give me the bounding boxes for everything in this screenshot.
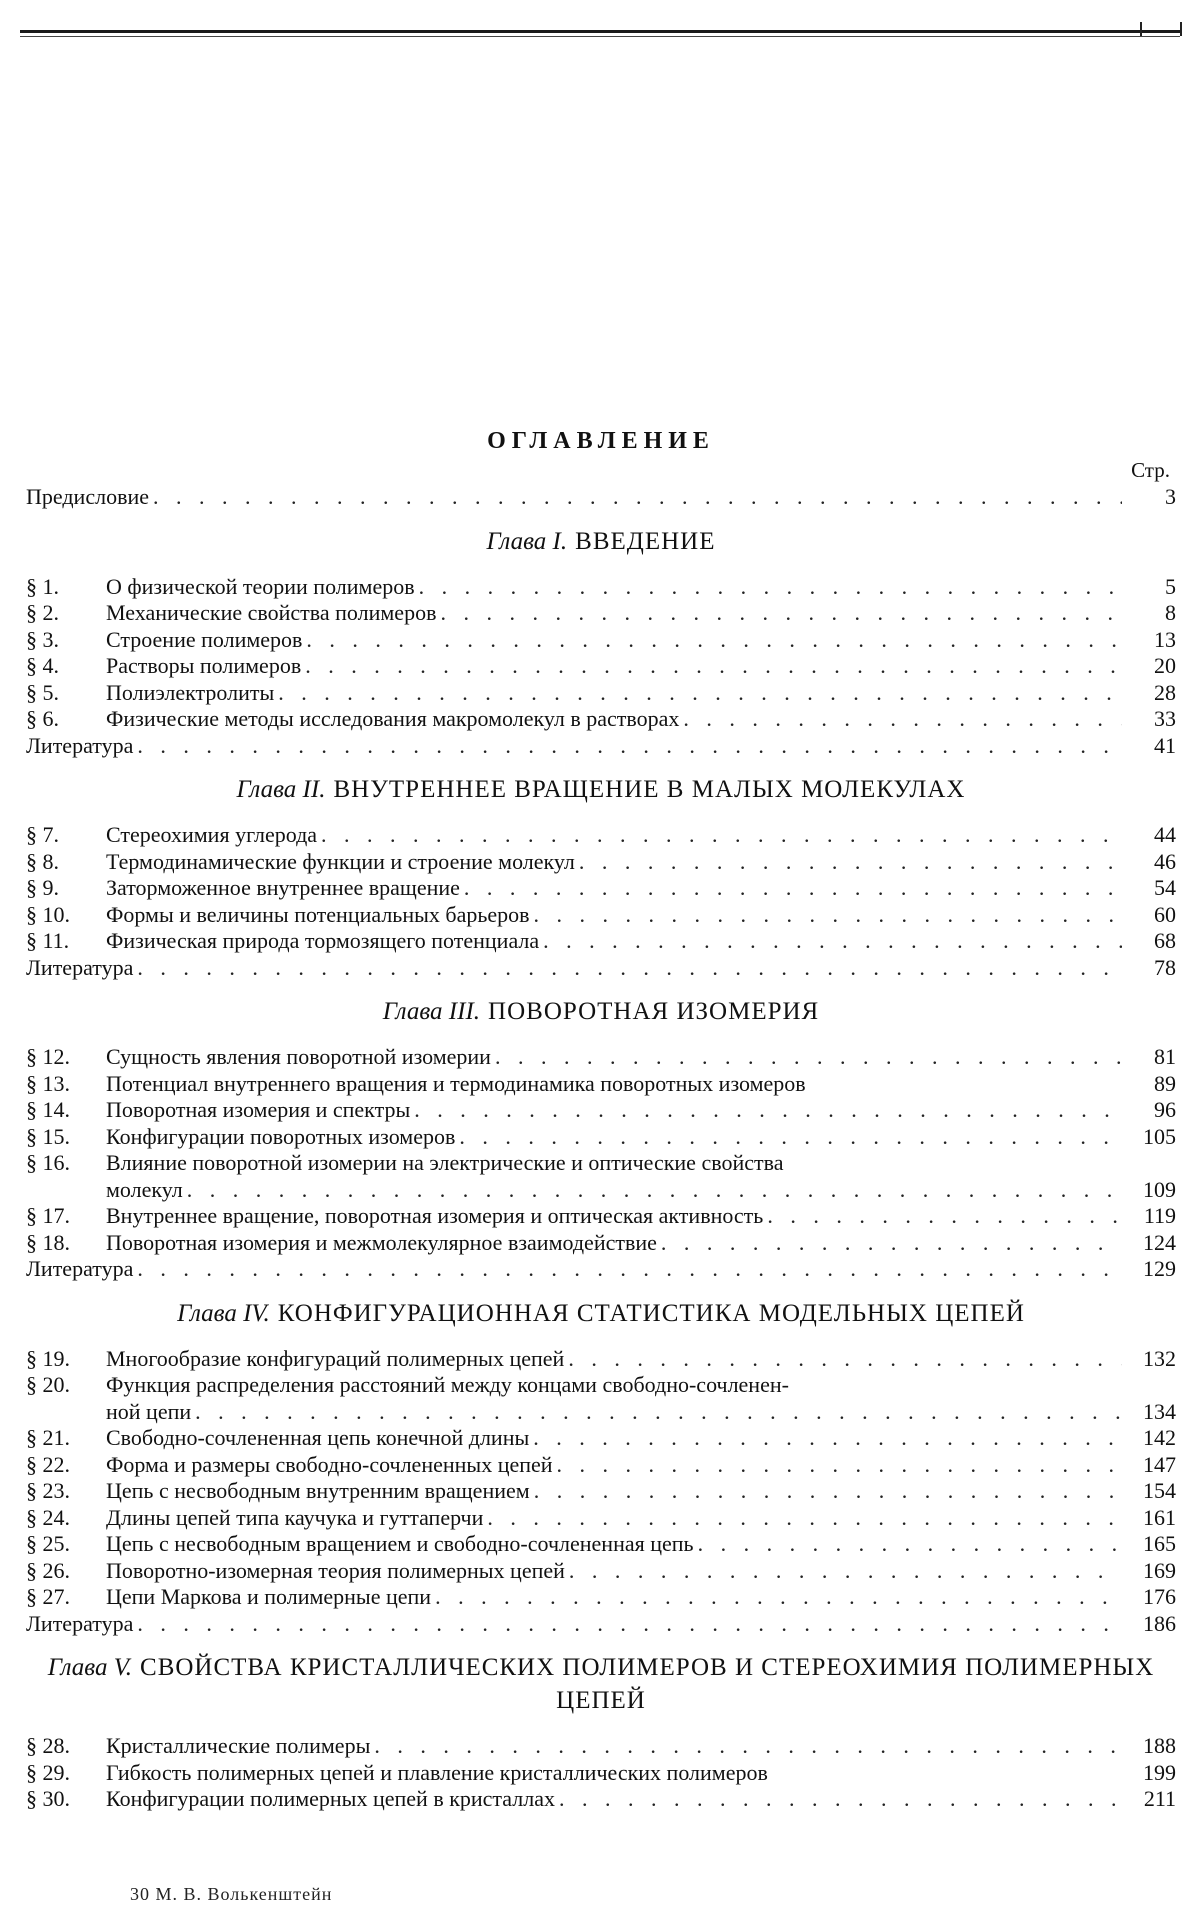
page-number: 105 bbox=[1143, 1123, 1176, 1149]
preface-entry bbox=[26, 484, 1176, 511]
page-number: 154 bbox=[1143, 1478, 1176, 1503]
section-title: Потенциал внутреннего вращения и термодинамика поворотных изомеров bbox=[106, 1070, 806, 1096]
section-title: Функция распределения расстояний между концами свободно-сочленен- bbox=[106, 1372, 789, 1397]
page-number: 33 bbox=[1154, 706, 1176, 731]
section-number: § 27. bbox=[26, 1584, 70, 1609]
section-number: § 24. bbox=[26, 1504, 70, 1530]
section-title: Формы и величины потенциальных барьеров bbox=[106, 901, 530, 927]
leader-dots bbox=[568, 1346, 1122, 1373]
page-number: 186 bbox=[1143, 1610, 1176, 1636]
section-title: Строение полимеров bbox=[106, 626, 303, 652]
section-number: § 14. bbox=[26, 1097, 70, 1122]
section-title: Цепь с несвободным вращением и свободно-сочлененная цепь bbox=[106, 1531, 694, 1556]
toc-entry bbox=[26, 1124, 1176, 1151]
leader-dots bbox=[137, 1611, 1122, 1638]
section-title: Поворотная изомерия и межмолекулярное взаимодействие bbox=[106, 1229, 657, 1255]
section-number: § 12. bbox=[26, 1044, 70, 1069]
section-number: § 5. bbox=[26, 679, 59, 705]
leader-dots bbox=[533, 1425, 1122, 1452]
toc-entry bbox=[26, 680, 1176, 707]
page-number: 41 bbox=[1154, 732, 1176, 758]
toc-title: ОГЛАВЛЕНИЕ bbox=[487, 428, 715, 454]
section-title: Многообразие конфигураций полимерных цепей bbox=[106, 1345, 565, 1371]
leader-dots bbox=[459, 1124, 1122, 1151]
toc-entry bbox=[26, 1097, 1176, 1124]
chapter-heading bbox=[26, 525, 1176, 558]
leader-dots bbox=[569, 1558, 1122, 1585]
toc-entry bbox=[26, 1071, 1176, 1098]
toc-entry bbox=[26, 1203, 1176, 1230]
section-number: § 23. bbox=[26, 1478, 70, 1503]
literature-entry bbox=[26, 955, 1176, 982]
page-number: 169 bbox=[1143, 1557, 1176, 1583]
page-number: 60 bbox=[1154, 901, 1176, 927]
toc-entry bbox=[26, 1230, 1176, 1257]
section-number: § 30. bbox=[26, 1786, 70, 1811]
toc-entry bbox=[26, 928, 1176, 955]
toc-entry bbox=[26, 1346, 1176, 1373]
leader-dots bbox=[661, 1230, 1122, 1257]
chapter-title: СВОЙСТВА КРИСТАЛЛИЧЕСКИХ ПОЛИМЕРОВ И СТЕРЕОХИМИЯ ПОЛИМЕРНЫХ ЦЕПЕЙ bbox=[140, 1654, 1155, 1714]
toc-entry bbox=[26, 1044, 1176, 1071]
section-title: Полиэлектролиты bbox=[106, 679, 275, 705]
top-rule-secondary bbox=[20, 36, 1180, 37]
toc-entry bbox=[26, 1584, 1176, 1611]
toc-entry bbox=[26, 653, 1176, 680]
page-number: 134 bbox=[1143, 1398, 1176, 1424]
toc-entry-continuation bbox=[26, 1399, 1176, 1426]
section-title: Цепь с несвободным внутренним вращением bbox=[106, 1478, 530, 1503]
leader-dots bbox=[195, 1399, 1122, 1426]
page-number: 124 bbox=[1143, 1229, 1176, 1255]
section-number: § 4. bbox=[26, 653, 59, 678]
toc-entry bbox=[26, 627, 1176, 654]
section-number: § 8. bbox=[26, 848, 59, 874]
leader-dots bbox=[487, 1505, 1122, 1532]
section-number: § 6. bbox=[26, 706, 59, 731]
section-title: Физическая природа тормозящего потенциала bbox=[106, 928, 540, 953]
toc-entry bbox=[26, 1452, 1176, 1479]
literature-label: Литература bbox=[26, 1256, 134, 1281]
section-title: Сущность явления поворотной изомерии bbox=[106, 1044, 491, 1069]
section-title: Растворы полимеров bbox=[106, 653, 302, 678]
leader-dots bbox=[306, 627, 1122, 654]
section-number: § 22. bbox=[26, 1451, 70, 1477]
page-number: 119 bbox=[1143, 1203, 1176, 1228]
section-title-continuation: молекул bbox=[106, 1176, 183, 1202]
chapter-number: Глава II. bbox=[236, 776, 326, 803]
leader-dots bbox=[419, 574, 1122, 601]
chapter-title: ПОВОРОТНАЯ ИЗОМЕРИЯ bbox=[488, 998, 820, 1025]
section-title: Заторможенное внутреннее вращение bbox=[106, 875, 460, 900]
literature-entry bbox=[26, 1256, 1176, 1283]
section-number: § 3. bbox=[26, 626, 59, 652]
section-title: Влияние поворотной изомерии на электрические и оптические свойства bbox=[106, 1150, 784, 1175]
toc-entry bbox=[26, 1425, 1176, 1452]
toc-entry bbox=[26, 1786, 1176, 1813]
section-title: Гибкость полимерных цепей и плавление кристаллических полимеров bbox=[106, 1759, 768, 1785]
section-number: § 28. bbox=[26, 1733, 70, 1758]
section-number: § 16. bbox=[26, 1150, 70, 1175]
section-number: § 19. bbox=[26, 1345, 70, 1371]
chapter-title: КОНФИГУРАЦИОННАЯ СТАТИСТИКА МОДЕЛЬНЫХ ЦЕПЕЙ bbox=[277, 1299, 1025, 1327]
page-number: 54 bbox=[1154, 875, 1176, 900]
leader-dots bbox=[440, 600, 1122, 627]
section-number: § 26. bbox=[26, 1557, 70, 1583]
leader-dots bbox=[534, 902, 1122, 929]
chapters-container bbox=[26, 525, 1176, 1813]
page-number: 132 bbox=[1143, 1345, 1176, 1371]
toc-entry bbox=[26, 1150, 1176, 1177]
section-title: Кристаллические полимеры bbox=[106, 1733, 371, 1758]
toc-entry bbox=[26, 1558, 1176, 1585]
section-number: § 18. bbox=[26, 1229, 70, 1255]
leader-dots bbox=[543, 928, 1122, 955]
literature-entry bbox=[26, 1611, 1176, 1638]
section-number: § 11. bbox=[26, 928, 70, 953]
section-number: § 10. bbox=[26, 901, 70, 927]
signature-footer: 30 М. В. Волькенштейн bbox=[130, 1884, 333, 1904]
toc-entry bbox=[26, 849, 1176, 876]
page-number: 28 bbox=[1154, 679, 1176, 705]
toc-entry bbox=[26, 875, 1176, 902]
leader-dots bbox=[414, 1097, 1122, 1124]
toc-entry bbox=[26, 1733, 1176, 1760]
toc-entry bbox=[26, 902, 1176, 929]
section-number: § 9. bbox=[26, 875, 59, 900]
page-number: 147 bbox=[1143, 1451, 1176, 1477]
page-number: 199 bbox=[1143, 1759, 1176, 1785]
chapter-number: Глава IV. bbox=[177, 1299, 270, 1327]
leader-dots bbox=[187, 1177, 1122, 1204]
toc-entry bbox=[26, 1760, 1176, 1787]
section-title: Термодинамические функции и строение молекул bbox=[106, 848, 575, 874]
chapter-heading bbox=[26, 1297, 1176, 1330]
section-title: Внутреннее вращение, поворотная изомерия и оптическая активность bbox=[106, 1203, 764, 1228]
leader-dots bbox=[579, 849, 1122, 876]
leader-dots bbox=[153, 484, 1122, 511]
leader-dots bbox=[137, 955, 1122, 982]
leader-dots bbox=[374, 1733, 1122, 1760]
section-number: § 25. bbox=[26, 1531, 70, 1556]
section-number: § 17. bbox=[26, 1203, 70, 1228]
top-rule bbox=[20, 30, 1180, 33]
toc-entry bbox=[26, 600, 1176, 627]
literature-label: Литература bbox=[26, 954, 134, 980]
section-number: § 13. bbox=[26, 1070, 70, 1096]
leader-dots bbox=[464, 875, 1122, 902]
section-title: Поворотно-изомерная теория полимерных цепей bbox=[106, 1557, 565, 1583]
section-number: § 20. bbox=[26, 1372, 70, 1397]
page-number: 81 bbox=[1154, 1044, 1176, 1069]
leader-dots bbox=[495, 1044, 1122, 1071]
chapter-heading bbox=[26, 773, 1176, 806]
section-title: Стереохимия углерода bbox=[106, 822, 318, 847]
leader-dots bbox=[278, 680, 1122, 707]
page-number: 46 bbox=[1154, 848, 1176, 874]
section-title: Поворотная изомерия и спектры bbox=[106, 1097, 411, 1122]
page-number: 78 bbox=[1154, 954, 1176, 980]
page-number: 68 bbox=[1154, 928, 1176, 953]
literature-label: Литература bbox=[26, 732, 134, 758]
page-number: 96 bbox=[1154, 1097, 1176, 1122]
page-number: 89 bbox=[1154, 1070, 1176, 1096]
toc-entry bbox=[26, 706, 1176, 733]
leader-dots bbox=[305, 653, 1122, 680]
page-number: 188 bbox=[1143, 1733, 1176, 1758]
page-number: 161 bbox=[1143, 1504, 1176, 1530]
toc-entry bbox=[26, 1478, 1176, 1505]
section-number: § 29. bbox=[26, 1759, 70, 1785]
chapter-heading bbox=[26, 1651, 1176, 1717]
section-title: Конфигурации полимерных цепей в кристаллах bbox=[106, 1786, 555, 1811]
chapter-title: ВНУТРЕННЕЕ ВРАЩЕНИЕ В МАЛЫХ МОЛЕКУЛАХ bbox=[333, 776, 966, 803]
toc-entry bbox=[26, 574, 1176, 601]
page-number: 20 bbox=[1154, 653, 1176, 678]
leader-dots bbox=[321, 822, 1122, 849]
section-number: § 2. bbox=[26, 600, 59, 625]
literature-entry bbox=[26, 733, 1176, 760]
section-title: Конфигурации поворотных изомеров bbox=[106, 1123, 456, 1149]
page-number: 44 bbox=[1154, 822, 1176, 847]
leader-dots bbox=[559, 1786, 1122, 1813]
page-number: 176 bbox=[1143, 1584, 1176, 1609]
leader-dots bbox=[767, 1203, 1122, 1230]
leader-dots bbox=[683, 706, 1122, 733]
chapter-number: Глава V. bbox=[47, 1654, 133, 1681]
preface-label: Предисловие bbox=[26, 484, 149, 509]
chapter-number: Глава III. bbox=[382, 998, 481, 1025]
section-title: О физической теории полимеров bbox=[106, 573, 415, 599]
toc-entry bbox=[26, 1531, 1176, 1558]
section-number: § 15. bbox=[26, 1123, 70, 1149]
section-title-continuation: ной цепи bbox=[106, 1398, 192, 1424]
section-title: Свободно-сочлененная цепь конечной длины bbox=[106, 1425, 530, 1450]
page-number: 109 bbox=[1143, 1176, 1176, 1202]
section-number: § 7. bbox=[26, 822, 59, 847]
leader-dots bbox=[137, 1256, 1122, 1283]
toc-entry bbox=[26, 1505, 1176, 1532]
page-number: 8 bbox=[1165, 600, 1176, 625]
section-number: § 21. bbox=[26, 1425, 70, 1450]
leader-dots bbox=[137, 733, 1122, 760]
preface-page: 3 bbox=[1165, 484, 1176, 509]
chapter-title: ВВЕДЕНИЕ bbox=[575, 527, 716, 555]
leader-dots bbox=[698, 1531, 1122, 1558]
chapter-heading bbox=[26, 995, 1176, 1028]
section-title: Форма и размеры свободно-сочлененных цепей bbox=[106, 1451, 553, 1477]
toc-entry bbox=[26, 1372, 1176, 1399]
section-title: Цепи Маркова и полимерные цепи bbox=[106, 1584, 432, 1609]
page-number: 5 bbox=[1165, 573, 1176, 599]
section-title: Механические свойства полимеров bbox=[106, 600, 437, 625]
page-column-header: Стр. bbox=[1131, 458, 1170, 482]
table-of-contents bbox=[26, 428, 1176, 1813]
page-number: 13 bbox=[1154, 626, 1176, 652]
section-number: § 1. bbox=[26, 573, 59, 599]
section-title: Физические методы исследования макромолекул в растворах bbox=[106, 706, 680, 731]
page-number: 211 bbox=[1143, 1786, 1176, 1811]
literature-label: Литература bbox=[26, 1610, 134, 1636]
page-number: 129 bbox=[1143, 1256, 1176, 1281]
section-title: Длины цепей типа каучука и гуттаперчи bbox=[106, 1504, 484, 1530]
page-number: 142 bbox=[1143, 1425, 1176, 1450]
leader-dots bbox=[557, 1452, 1122, 1479]
toc-entry bbox=[26, 822, 1176, 849]
top-rule-mark bbox=[1140, 22, 1182, 36]
chapter-number: Глава I. bbox=[486, 527, 568, 555]
toc-entry-continuation bbox=[26, 1177, 1176, 1204]
leader-dots bbox=[534, 1478, 1122, 1505]
leader-dots bbox=[435, 1584, 1122, 1611]
page-number: 165 bbox=[1143, 1531, 1176, 1556]
